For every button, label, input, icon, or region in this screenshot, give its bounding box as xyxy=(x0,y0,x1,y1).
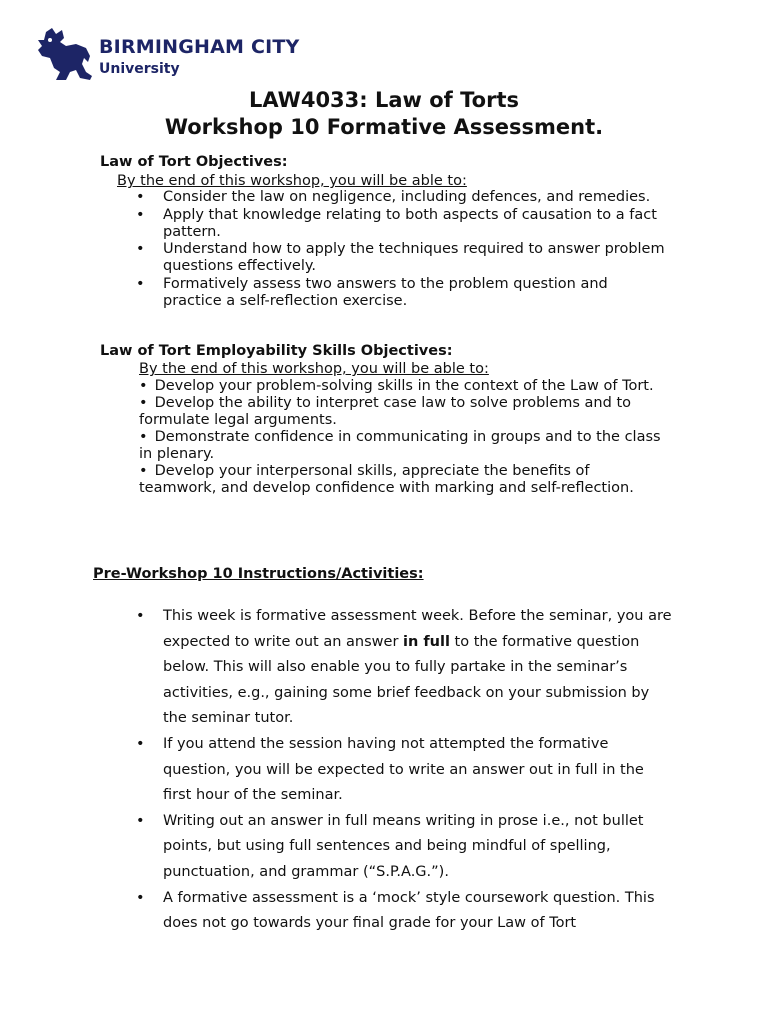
objectives-intro: By the end of this workshop, you will be able to: xyxy=(117,173,467,189)
pre-workshop-heading: Pre-Workshop 10 Instructions/Activities: xyxy=(93,566,424,582)
logo-subtitle: University xyxy=(99,61,180,77)
employability-heading: Law of Tort Employability Skills Objectives: xyxy=(100,343,453,359)
list-item: • Demonstrate confidence in communicating in groups and to the class in plenary. xyxy=(139,429,661,462)
lion-crest-icon xyxy=(36,28,94,82)
list-item: • Writing out an answer in full means writing in prose i.e., not bullet points, but using full sentences and being mindful of spelling, punctuation, and grammar (“S.P.A.G.”). xyxy=(136,812,644,880)
list-item: • A formative assessment is a ‘mock’ style coursework question. This does not go towards your final grade for your Law of Tort xyxy=(136,889,655,932)
pre-workshop-list xyxy=(130,604,675,937)
list-item: • Consider the law on negligence, including defences, and remedies. xyxy=(136,189,651,205)
list-item: • If you attend the session having not attempted the formative question, you will be expected to write an answer out in full in the first hour of the seminar. xyxy=(136,735,644,804)
document-title: LAW4033: Law of Torts xyxy=(248,88,519,112)
list-item: • Apply that knowledge relating to both aspects of causation to a fact pattern. xyxy=(136,206,657,240)
list-item: • Develop your interpersonal skills, appreciate the benefits of teamwork, and develop confidence with marking and self-reflection. xyxy=(139,463,634,496)
objectives-list xyxy=(130,189,670,310)
list-item: • Understand how to apply the techniques required to answer problem questions effectively. xyxy=(136,241,665,274)
objectives-heading: Law of Tort Objectives: xyxy=(100,154,288,170)
employability-list xyxy=(139,378,664,497)
list-item: • Develop the ability to interpret case law to solve problems and to formulate legal arguments. xyxy=(139,395,631,428)
logo-name: BIRMINGHAM CITY xyxy=(99,36,300,58)
list-item: • This week is formative assessment week. Before the seminar, you are expected to write out an answer in full to the formative question below. This will also enable you to fully partake in the seminar’s activities, e.g., gaining some brief feedback on your submission by the seminar tutor. xyxy=(136,608,672,727)
list-item: • Formatively assess two answers to the problem question and practice a self-reflection exercise. xyxy=(136,275,608,309)
employability-intro: By the end of this workshop, you will be able to: xyxy=(139,361,489,377)
document-subtitle: Workshop 10 Formative Assessment. xyxy=(164,115,604,139)
university-logo xyxy=(36,28,300,84)
list-item: • Develop your problem-solving skills in the context of the Law of Tort. xyxy=(139,378,654,394)
